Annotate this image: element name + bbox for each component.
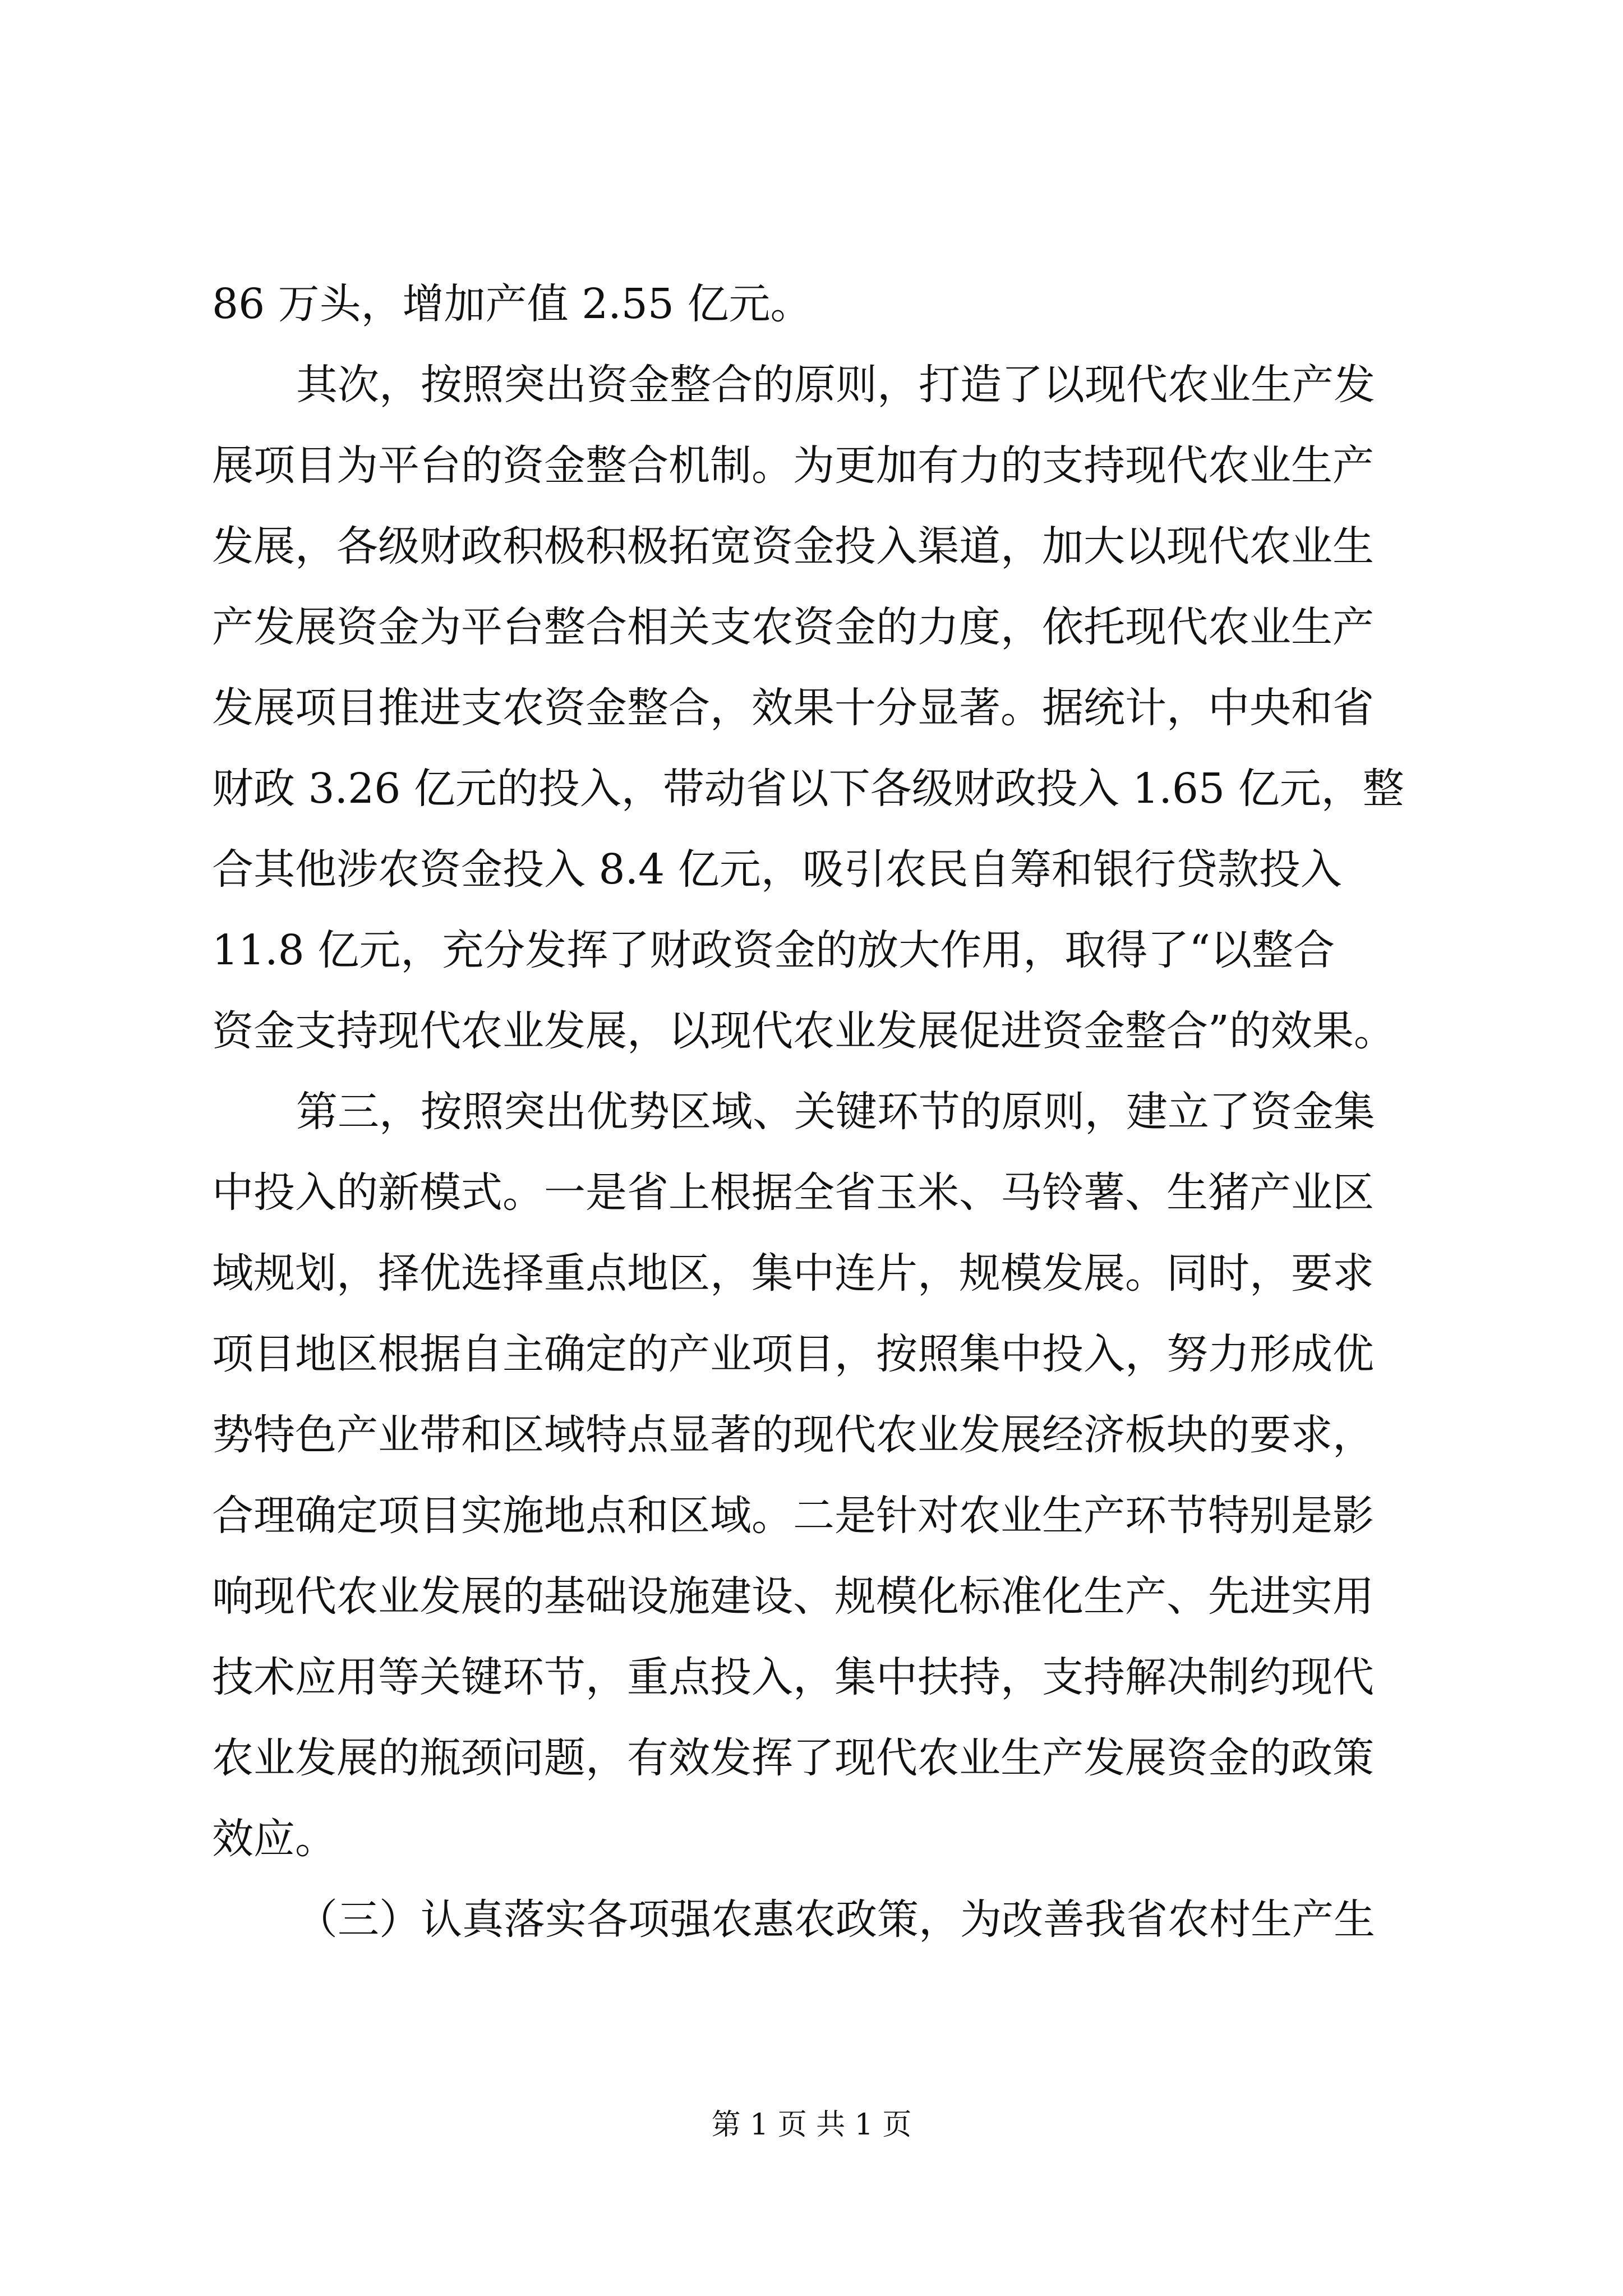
- text-line: 技术应用等关键环节，重点投入，集中扶持，支持解决制约现代: [212, 1653, 1374, 1701]
- text-line: 效应。: [212, 1815, 336, 1863]
- body-text: [212, 264, 1429, 1960]
- text-line: 合理确定项目实施地点和区域。二是针对农业生产环节特别是影: [212, 1492, 1374, 1540]
- text-line: 11.8 亿元，充分发挥了财政资金的放大作用，取得了“以整合: [212, 926, 1335, 974]
- text-line: 中投入的新模式。一是省上根据全省玉米、马铃薯、生猪产业区: [212, 1168, 1374, 1217]
- text-line: 第三，按照突出优势区域、关键环节的原则，建立了资金集: [296, 1088, 1375, 1136]
- text-line: 发展，各级财政积极积极拓宽资金投入渠道，加大以现代农业生: [212, 522, 1374, 570]
- page-footer: [0, 2101, 1623, 2143]
- text-line: 其次，按照突出资金整合的原则，打造了以现代农业生产发: [296, 361, 1375, 409]
- text-line: （三）认真落实各项强农惠农政策，为改善我省农村生产生: [296, 1895, 1375, 1944]
- text-line: 展项目为平台的资金整合机制。为更加有力的支持现代农业生产: [212, 441, 1374, 490]
- text-line: 86 万头，增加产值 2.55 亿元。: [212, 280, 812, 328]
- text-line: 域规划，择优选择重点地区，集中连片，规模发展。同时，要求: [212, 1249, 1374, 1297]
- text-line: 发展项目推进支农资金整合，效果十分显著。据统计，中央和省: [212, 684, 1374, 732]
- text-line: 项目地区根据自主确定的产业项目，按照集中投入，努力形成优: [212, 1330, 1374, 1378]
- text-line: 农业发展的瓶颈问题，有效发挥了现代农业生产发展资金的政策: [212, 1734, 1374, 1782]
- page-number: 第 1 页 共 1 页: [711, 2108, 912, 2142]
- text-line: 资金支持现代农业发展，以现代农业发展促进资金整合”的效果。: [212, 1007, 1395, 1055]
- text-line: 合其他涉农资金投入 8.4 亿元，吸引农民自筹和银行贷款投入: [212, 845, 1342, 894]
- text-line: 势特色产业带和区域特点显著的现代农业发展经济板块的要求，: [212, 1411, 1374, 1459]
- text-line: 响现代农业发展的基础设施建设、规模化标准化生产、先进实用: [212, 1572, 1374, 1621]
- text-line: 财政 3.26 亿元的投入，带动省以下各级财政投入 1.65 亿元，整: [212, 765, 1404, 813]
- text-line: 产发展资金为平台整合相关支农资金的力度，依托现代农业生产: [212, 603, 1374, 651]
